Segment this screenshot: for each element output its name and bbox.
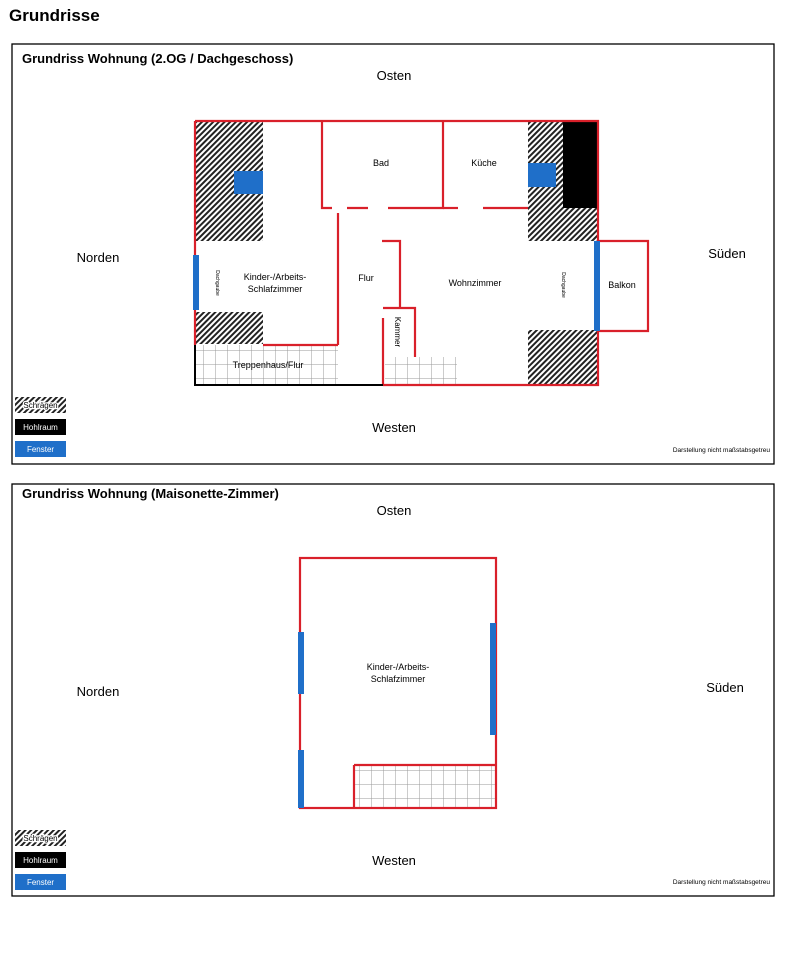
- plan-2: [12, 484, 774, 896]
- room-label-kinder-line2: Schlafzimmer: [370, 674, 426, 684]
- label-dachgaube-left: Dachgaube: [214, 270, 220, 296]
- legend-window-label: Fenster: [26, 445, 55, 454]
- room-label-kinder-line2: Schlafzimmer: [247, 284, 303, 294]
- room-label-treppenhaus: Treppenhaus/Flur: [232, 360, 304, 370]
- staircase: [354, 765, 495, 808]
- page-title: Grundrisse: [9, 6, 100, 25]
- wall-window: [490, 623, 496, 735]
- legend-slope-label: Schrägen: [23, 401, 58, 410]
- plan-2-compass-west: Westen: [372, 853, 416, 868]
- plan-1-compass-west: Westen: [372, 420, 416, 435]
- room-label-kinder-line1: Kinder-/Arbeits-: [243, 272, 307, 282]
- wall-window: [298, 632, 304, 694]
- plan-2-compass-north: Norden: [76, 684, 120, 699]
- skylight-window: [528, 163, 556, 187]
- legend-cavity-label: Hohlraum: [23, 856, 58, 865]
- room-label-kueche: Küche: [471, 158, 497, 168]
- room-label-kinder-line1: Kinder-/Arbeits-: [366, 662, 430, 672]
- room-label-balkon: Balkon: [608, 280, 636, 290]
- skylight-window: [234, 171, 263, 194]
- wall-window: [298, 750, 304, 808]
- plan-1-compass-north: Norden: [76, 250, 120, 265]
- slope-area: [195, 312, 263, 344]
- plan-1-title: Grundriss Wohnung (2.OG / Dachgeschoss): [22, 51, 294, 66]
- legend-window-label: Fenster: [26, 878, 55, 887]
- cavity-area: [563, 121, 598, 208]
- plan-2-title: Grundriss Wohnung (Maisonette-Zimmer): [22, 486, 279, 501]
- plan-1-frame: [12, 44, 774, 464]
- label-dachgaube-right: Dachgaube: [560, 272, 566, 298]
- plan-1-compass-south: Süden: [708, 246, 746, 261]
- plan-2-scale-note: Darstellung nicht maßstabsgetreu: [672, 879, 770, 886]
- plan-2-frame: [12, 484, 774, 896]
- balcony-door-window: [594, 241, 600, 331]
- legend-cavity-label: Hohlraum: [23, 423, 58, 432]
- plan-2-compass-east: Osten: [376, 503, 412, 518]
- room-label-bad: Bad: [372, 158, 390, 168]
- plan-1-compass-east: Osten: [376, 68, 412, 83]
- slope-area: [528, 330, 598, 385]
- legend-slope-label: Schrägen: [23, 834, 58, 843]
- staircase: [385, 357, 457, 385]
- plan-2-compass-south: Süden: [706, 680, 744, 695]
- plan-1: [12, 44, 774, 464]
- plan-1-scale-note: Darstellung nicht maßstabsgetreu: [672, 447, 770, 454]
- wall-window: [193, 255, 199, 310]
- room-label-kammer: Kammer: [393, 316, 402, 348]
- room-label-wohnzimmer: Wohnzimmer: [448, 278, 502, 288]
- room-label-flur: Flur: [358, 273, 374, 283]
